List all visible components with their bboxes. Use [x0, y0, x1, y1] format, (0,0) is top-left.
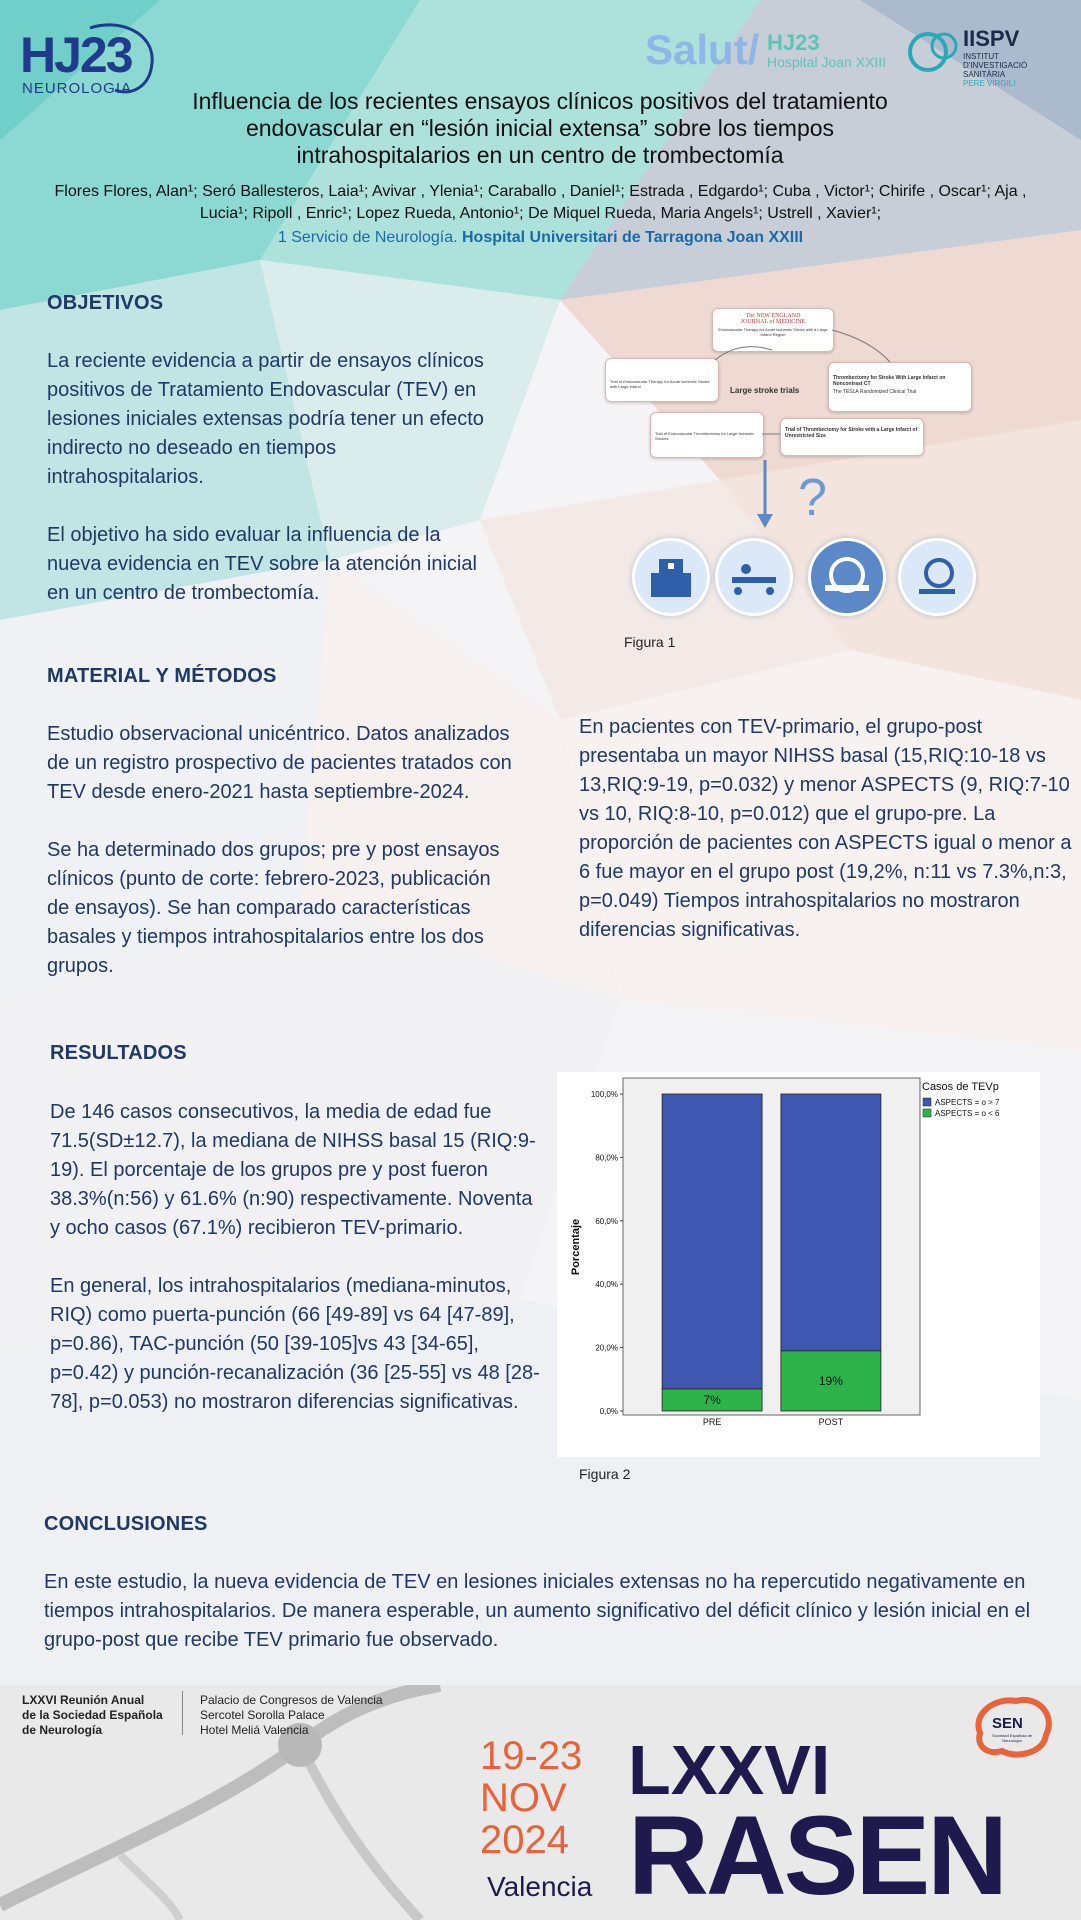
nejm-article-title: Endovascular Therapy for Acute Ischemic Stroke with a Large Infarct Region: [718, 327, 828, 337]
authors-line-1: Flores Flores, Alan¹; Seró Ballesteros, Laia¹; Avivar , Ylenia¹; Caraballo , Daniel¹; Estrada , Edgardo¹; Cuba , Victor¹; Chirife , Oscar¹; Aja ,: [54, 183, 1027, 200]
legend-swatch: [923, 1098, 931, 1106]
affiliation-hospital: Hospital Universitari de Tarragona Joan XXIII: [461, 229, 804, 246]
event-dates: [480, 1735, 582, 1861]
figure-1-caption: Figura 1: [624, 634, 676, 650]
y-tick-label: 80,0%: [595, 1153, 618, 1163]
iispv-logo-subtext: [963, 52, 1027, 88]
venue-line-2: Sercotel Sorolla Palace: [200, 1708, 325, 1722]
meeting-line-1: LXXVI Reunión Anual: [22, 1693, 145, 1707]
legend-swatch: [923, 1109, 931, 1117]
authors-line-2: Lucia¹; Ripoll , Enric¹; Lopez Rueda, Antonio¹; De Miquel Rueda, Maria Angels¹; Ustrell , Xavier¹;: [199, 205, 882, 222]
venue: [200, 1693, 383, 1738]
y-tick-label: 20,0%: [595, 1343, 618, 1353]
objetivos-paragraph-1: La reciente evidencia a partir de ensayos clínicos positivos de Tratamiento Endovascular (TEV) en lesiones iniciales extensas podría tener un efecto indirecto no deseado en tiempos intrahospitalarios.: [47, 350, 484, 488]
meeting-line-2: de la Sociedad Española: [22, 1708, 163, 1722]
event-year: 2024: [480, 1818, 569, 1862]
sen-logo-subtext: Sociedad Española de Neurología: [991, 1733, 1033, 1743]
resultados-text: [50, 1098, 545, 1417]
meeting-name: [22, 1693, 163, 1738]
objetivos-paragraph-2: El objetivo ha sido evaluar la influencia de la nueva evidencia en TEV sobre la atención inicial en un centro de trombectomía.: [47, 524, 477, 604]
logo-hj23-text: HJ23: [20, 27, 132, 83]
right-results-paragraph: En pacientes con TEV-primario, el grupo-post presentaba un mayor NIHSS basal (15,RIQ:10-18 vs 13,RIQ:9-19, p=0.032) y menor ASPECTS (9, RIQ:7-10 vs 10, RIQ:8-10, p=0.012) que el grupo-pre. La proporción de pacientes con ASPECTS igual o menor a 6 fue mayor en el grupo post (19,2%, n:11 vs 7.3%,n:3, p=0.049) Tiempos intrahospitalarios no mostraron diferencias significativas.: [579, 716, 1072, 941]
iispv-circles-icon: [908, 26, 962, 76]
y-tick-label: 100,0%: [590, 1090, 618, 1099]
ct-scanner-icon: [808, 538, 886, 616]
figure-2-chart: [557, 1072, 1040, 1457]
data-label: 19%: [818, 1373, 843, 1388]
x-tick-label: PRE: [702, 1417, 722, 1427]
event-days: 19-23: [480, 1734, 583, 1778]
y-tick-label: 0,0%: [599, 1407, 618, 1416]
y-tick-label: 60,0%: [595, 1216, 618, 1226]
question-mark-icon: ?: [798, 469, 827, 527]
footer-banner: [0, 1685, 1081, 1920]
right-article-line-1: Thrombectomy for Stroke With Large Infarct on Noncontrast CT: [833, 375, 946, 387]
footer-divider: [182, 1691, 183, 1735]
hospital-logo-main: HJ23: [767, 30, 820, 55]
event-month: NOV: [480, 1776, 567, 1820]
salut-logo: Salut/: [645, 26, 760, 73]
title-line-3: intrahospitalarios en un centro de trombectomía: [296, 142, 784, 168]
event-brand: RASEN: [628, 1793, 1006, 1918]
logo-neurologia-text: NEUROLOGIA: [22, 80, 133, 97]
hospital-icon: [632, 538, 710, 616]
material-paragraph-1: Estudio observacional unicéntrico. Datos analizados de un registro prospectivo de pacientes tratados con TEV desde enero-2021 hasta septiembre-2024.: [47, 723, 512, 803]
title-line-2: endovascular en “lesión inicial extensa” sobre los tiempos: [245, 115, 835, 141]
data-label: 7%: [703, 1392, 721, 1407]
venue-line-1: Palacio de Congresos de Valencia: [200, 1693, 383, 1707]
figure-2-caption: Figura 2: [579, 1466, 631, 1482]
affiliation: [0, 229, 1081, 247]
bottom-right-article-title: Trial of Thrombectomy for Stroke with a Large Infarct of Unrestricted Size: [785, 427, 918, 439]
right-article-line-2: The TESLA Randomized Clinical Trial: [833, 389, 917, 395]
title-line-1: Influencia de los recientes ensayos clínicos positivos del tratamiento: [192, 88, 888, 114]
meeting-line-3: de Neurología: [22, 1723, 103, 1737]
resultados-paragraph-1: De 146 casos consecutivos, la media de edad fue 71.5(SD±12.7), la mediana de NIHSS basal 15 (RIQ:9-19). El porcentaje de los grupos pre y post fueron 38.3%(n:56) y 61.6% (n:90) respectivamente. Noventa y ocho casos (67.1%) recibieron TEV-primario.: [50, 1101, 536, 1239]
hj23-neurologia-logo: [20, 18, 160, 98]
resultados-paragraph-2: En general, los intrahospitalarios (mediana-minutos, RIQ) como puerta-punción (66 [49-89] vs 64 [47-89], p=0.86), TAC-punción (50 [39-105]vs 43 [34-65], p=0.42) y punción-recanalización (36 [25-55] vs 48 [28-78], p=0.053) no mostraron diferencias significativas.: [50, 1275, 540, 1413]
venue-line-3: Hotel Meliá Valencia: [200, 1723, 309, 1737]
bar-segment-pre-1: [662, 1094, 762, 1389]
figure-1-diagram: [610, 300, 980, 620]
y-axis-label: Porcentaje: [570, 1218, 582, 1276]
iispv-line3: SANITÀRIA: [963, 70, 1006, 79]
bottom-left-article-title: Trial of Endovascular Thrombectomy for Large Ischemic Strokes: [655, 431, 755, 441]
hospital-logo-sub: Hospital Joan XXIII: [767, 54, 887, 70]
material-paragraph-2: Se ha determinado dos grupos; pre y post ensayos clínicos (punto de corte: febrero-2023, publicación de ensayos). Se han comparado características basales y tiempos intrahospitalarios entre los dos grupos.: [47, 839, 500, 977]
event-city: Valencia: [487, 1871, 593, 1902]
legend-title: Casos de TEVp: [922, 1081, 999, 1093]
authors: [20, 181, 1061, 225]
poster-title: [80, 88, 1000, 169]
legend-entry: ASPECTS = o < 6: [935, 1109, 1000, 1118]
sen-logo: [966, 1693, 1058, 1763]
bar-segment-post-1: [781, 1094, 881, 1351]
conclusiones-text: [44, 1568, 1044, 1655]
conclusiones-paragraph: En este estudio, la nueva evidencia de TEV en lesiones iniciales extensas no ha repercutido negativamente en tiempos intrahospitalarios. De manera esperable, un aumento significativo del déficit clínico y lesión inicial en el grupo-post que recibe TEV primario fue observado.: [44, 1571, 1031, 1651]
x-tick-label: POST: [818, 1417, 844, 1427]
nejm-line-2: JOURNAL of MEDICINE: [740, 319, 806, 325]
iispv-logo-text: IISPV: [963, 26, 1020, 51]
objetivos-title: OBJETIVOS: [47, 292, 164, 314]
resultados-title: RESULTADOS: [50, 1042, 187, 1064]
sen-logo-text: SEN: [992, 1715, 1023, 1732]
right-results-text: [579, 713, 1074, 945]
large-stroke-trials-label: Large stroke trials: [730, 386, 800, 395]
iispv-line1: INSTITUT: [963, 52, 999, 61]
event-edition: LXXVI: [628, 1731, 831, 1809]
affiliation-prefix: 1 Servicio de Neurología.: [277, 229, 458, 246]
legend-entry: ASPECTS = o > 7: [935, 1098, 1000, 1107]
left-article-title: Trial of Endovascular Therapy for Acute Ischemic Stroke with Large Infarct: [610, 379, 710, 389]
material-title: MATERIAL Y MÉTODOS: [47, 665, 277, 687]
y-tick-label: 40,0%: [595, 1280, 618, 1290]
material-text: [47, 720, 517, 981]
angiography-icon: [898, 538, 976, 616]
stretcher-icon: [715, 538, 793, 616]
iispv-line4: PERE VIRGILI: [963, 79, 1016, 88]
stacked-bar-chart: [557, 1072, 1040, 1457]
objetivos-text: [47, 347, 487, 608]
iispv-line2: D'INVESTIGACIÓ: [963, 61, 1028, 70]
nejm-line-1: The NEW ENGLAND: [745, 313, 801, 319]
conclusiones-title: CONCLUSIONES: [44, 1513, 208, 1535]
